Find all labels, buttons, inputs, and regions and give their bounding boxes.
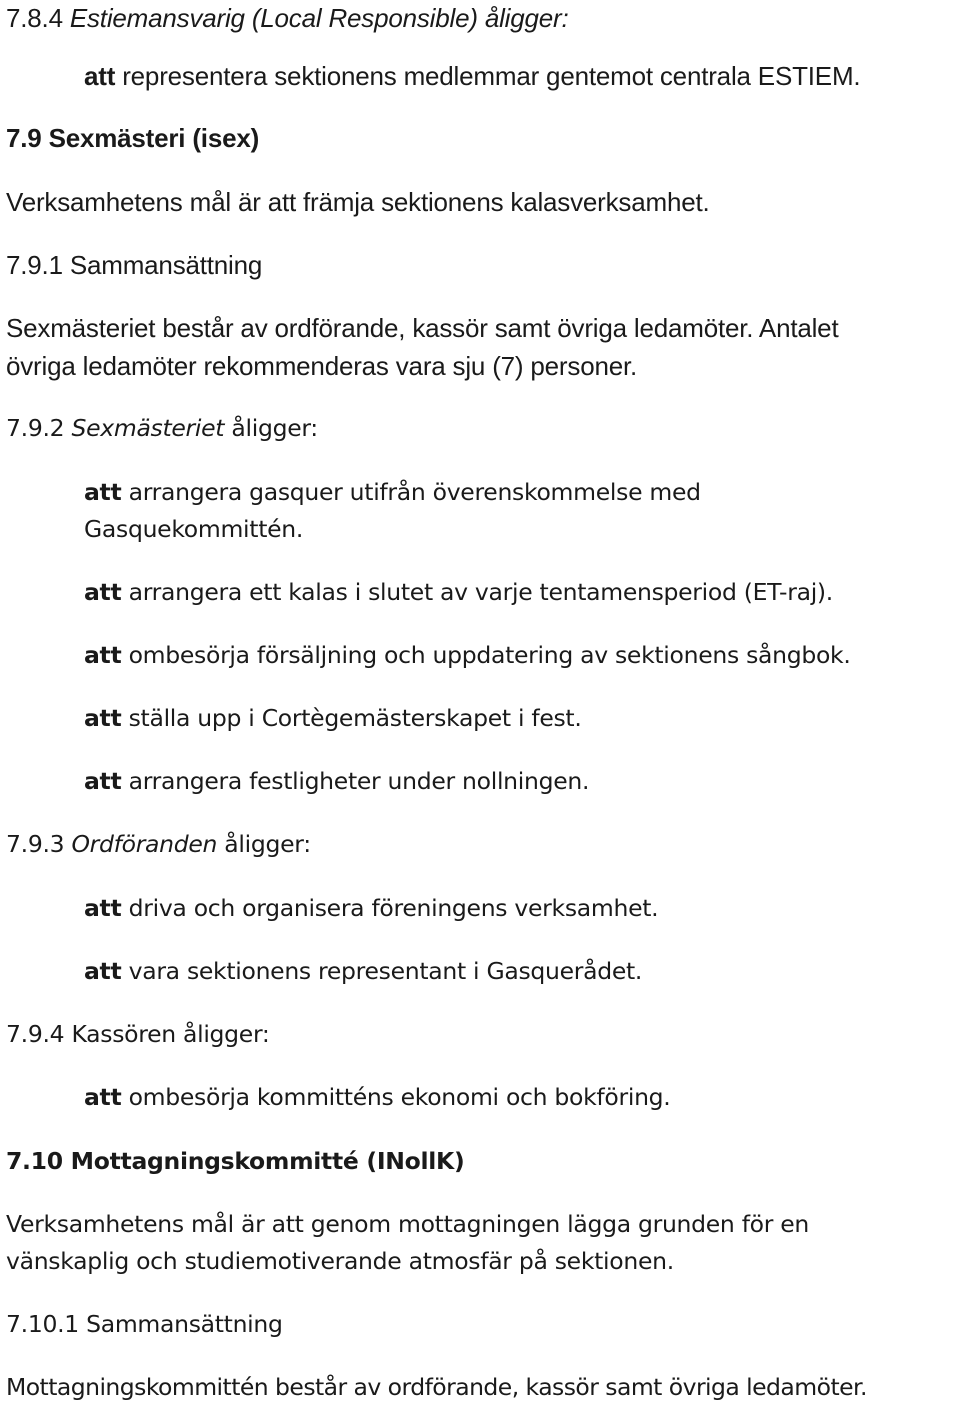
section-7-9-3-heading: 7.9.3 Ordföranden åligger: bbox=[6, 830, 311, 858]
duty-item: att ombesörja försäljning och uppdatering av sektionens sångbok. bbox=[84, 641, 851, 669]
duty-item: att ställa upp i Cortègemästerskapet i fest. bbox=[84, 704, 582, 732]
duty-item: att vara sektionens representant i Gasquerådet. bbox=[84, 957, 643, 985]
duty-item-continuation: Gasquekommittén. bbox=[84, 515, 304, 543]
duty-item: att driva och organisera föreningens verksamhet. bbox=[84, 894, 659, 922]
section-7-9-2-heading: 7.9.2 Sexmästeriet åligger: bbox=[6, 414, 318, 442]
section-7-10-heading: 7.10 Mottagningskommitté (INollK) bbox=[6, 1147, 465, 1175]
section-7-8-4-heading: 7.8.4 Estiemansvarig (Local Responsible) åligger: bbox=[6, 3, 569, 33]
section-7-10-1-heading: 7.10.1 Sammansättning bbox=[6, 1310, 283, 1338]
section-7-10-1-text: Mottagningskommittén består av ordförande, kassör samt övriga ledamöter. bbox=[6, 1373, 867, 1401]
section-7-9-heading: 7.9 Sexmästeri (isex) bbox=[6, 123, 260, 153]
duty-item: att arrangera gasquer utifrån överenskommelse med bbox=[84, 478, 701, 506]
section-7-9-1-text-line: Sexmästeriet består av ordförande, kassör samt övriga ledamöter. Antalet bbox=[6, 313, 839, 343]
section-7-9-1-text-line: övriga ledamöter rekommenderas vara sju (7) personer. bbox=[6, 351, 638, 381]
section-7-10-goal-line: Verksamhetens mål är att genom mottagningen lägga grunden för en bbox=[6, 1210, 810, 1238]
section-7-9-goal: Verksamhetens mål är att främja sektionens kalasverksamhet. bbox=[6, 187, 710, 217]
duty-item: att ombesörja kommitténs ekonomi och bokföring. bbox=[84, 1083, 671, 1111]
duty-item: att representera sektionens medlemmar gentemot centrala ESTIEM. bbox=[84, 61, 861, 91]
section-7-9-4-heading: 7.9.4 Kassören åligger: bbox=[6, 1020, 270, 1048]
duty-item: att arrangera ett kalas i slutet av varje tentamensperiod (ET-raj). bbox=[84, 578, 833, 606]
section-7-10-goal-line: vänskaplig och studiemotiverande atmosfär på sektionen. bbox=[6, 1247, 674, 1275]
duty-item: att arrangera festligheter under nollningen. bbox=[84, 767, 590, 795]
section-7-9-1-heading: 7.9.1 Sammansättning bbox=[6, 250, 263, 280]
